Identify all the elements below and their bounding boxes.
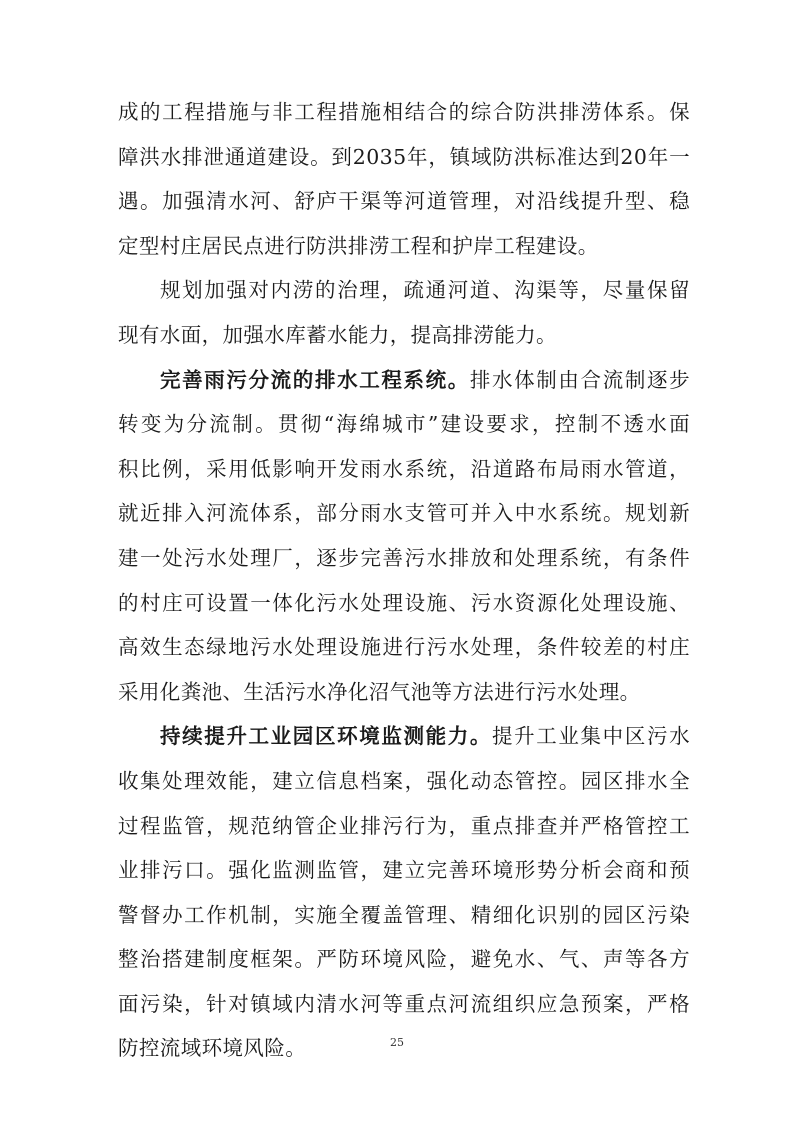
text-line: 障洪水排泄通道建设。到2035年，镇域防洪标准达到20年一 bbox=[118, 144, 690, 169]
text-line bbox=[118, 714, 690, 759]
body-text bbox=[118, 90, 690, 1071]
text-line: 积比例，采用低影响开发雨水系统，沿道路布局雨水管道， bbox=[118, 456, 690, 481]
page-number: 25 bbox=[390, 1036, 404, 1049]
text-line: 业排污口。强化监测监管，建立完善环境形势分析会商和预 bbox=[118, 858, 690, 883]
text-line: 建一处污水处理厂，逐步完善污水排放和处理系统，有条件 bbox=[118, 545, 690, 570]
text-line: 过程监管，规范纳管企业排污行为，重点排查并严格管控工 bbox=[118, 813, 690, 838]
text-line: 成的工程措施与非工程措施相结合的综合防洪排涝体系。保 bbox=[118, 100, 690, 124]
text-run: 提升工业集中区污水 bbox=[492, 724, 690, 749]
paragraph-industrial-park bbox=[118, 714, 690, 1071]
paragraph-flood-control bbox=[118, 90, 690, 268]
text-line: 规划加强对内涝的治理，疏通河道、沟渠等，尽量保留 bbox=[160, 278, 690, 303]
text-line: 警督办工作机制，实施全覆盖管理、精细化识别的园区污染 bbox=[118, 902, 690, 927]
paragraph-waterlogging bbox=[118, 268, 690, 357]
text-line: 遇。加强清水河、舒庐干渠等河道管理，对沿线提升型、稳 bbox=[118, 189, 690, 214]
text-line: 采用化粪池、生活污水净化沼气池等方法进行污水处理。 bbox=[118, 679, 641, 704]
text-run: 排水体制由合流制逐步 bbox=[469, 367, 690, 392]
text-line: 定型村庄居民点进行防洪排涝工程和护岸工程建设。 bbox=[118, 233, 599, 258]
text-line: 防控流域环境风险。 bbox=[118, 1036, 307, 1061]
text-line: 面污染，针对镇域内清水河等重点河流组织应急预案，严格 bbox=[118, 991, 690, 1016]
text-line bbox=[118, 358, 690, 403]
text-line: 的村庄可设置一体化污水处理设施、污水资源化处理设施、 bbox=[118, 590, 690, 615]
text-line: 就近排入河流体系，部分雨水支管可并入中水系统。规划新 bbox=[118, 501, 690, 526]
paragraph-drainage-system bbox=[118, 358, 690, 715]
text-line: 整治搭建制度框架。严防环境风险，避免水、气、声等各方 bbox=[118, 947, 690, 972]
text-line: 收集处理效能，建立信息档案，强化动态管控。园区排水全 bbox=[118, 768, 690, 793]
text-line: 高效生态绿地污水处理设施进行污水处理，条件较差的村庄 bbox=[118, 635, 690, 660]
paragraph-heading: 完善雨污分流的排水工程系统。 bbox=[160, 367, 470, 392]
paragraph-heading: 持续提升工业园区环境监测能力。 bbox=[160, 724, 493, 749]
text-line: 转变为分流制。贯彻“海绵城市”建设要求，控制不透水面 bbox=[118, 412, 690, 437]
text-line: 现有水面，加强水库蓄水能力，提高排涝能力。 bbox=[118, 322, 557, 347]
